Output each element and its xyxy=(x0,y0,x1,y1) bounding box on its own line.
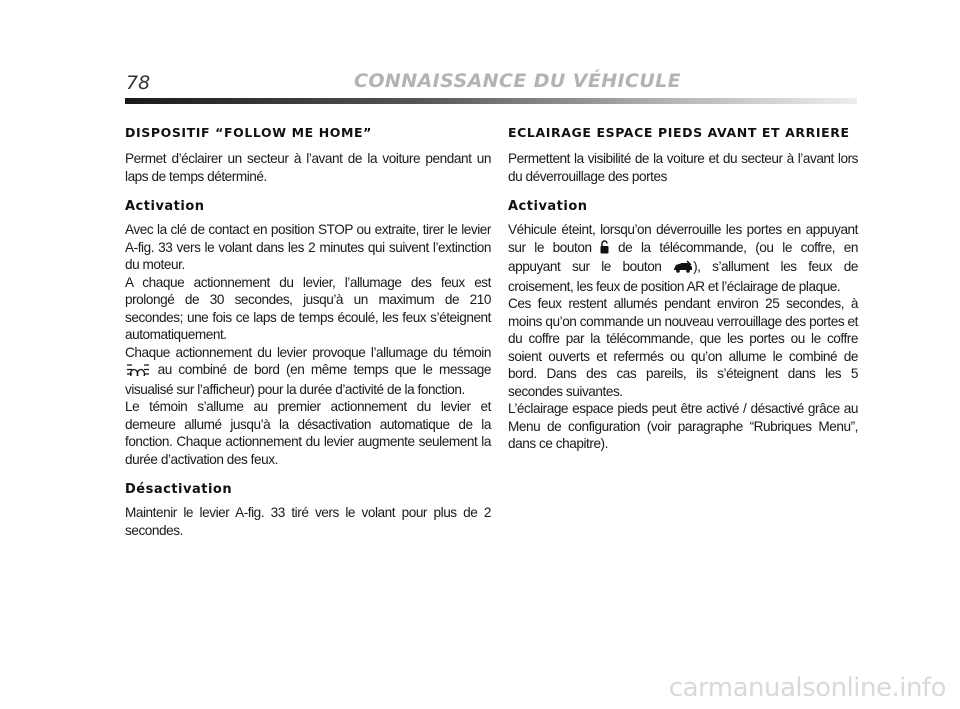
right-paragraph-1-part-b: de la télécommande, (ou le coffre, en appuyant sur le bouton xyxy=(508,239,858,274)
deactivation-paragraph: Maintenir le levier A-fig. 33 tiré vers le volant pour plus de 2 secondes. xyxy=(125,505,491,538)
follow-me-home-indicator-icon xyxy=(125,363,151,381)
activation-paragraph-3-start: Chaque actionnement du levier provoque l’allumage du témoin xyxy=(125,344,491,360)
activation-paragraph-4: Le témoin s’allume au premier actionnement du levier et demeure allumé jusqu’à la désactivation automatique de la fonction. Chaque actionnement du levier augmente seulement la durée d’activation des feux. xyxy=(125,399,491,467)
right-paragraph-1 xyxy=(508,221,858,295)
activation-heading: Activation xyxy=(125,199,205,214)
right-column xyxy=(508,122,858,453)
foot-lighting-intro: Permettent la visibilité de la voiture et du secteur à l’avant lors du déverrouillage des portes xyxy=(508,151,858,184)
page-number: 78 xyxy=(126,72,151,94)
left-column xyxy=(125,122,491,539)
right-paragraph-1-part-c: ), s’allument les feux de croisement, les feux de position AR et l’éclairage de plaque. xyxy=(508,259,858,294)
follow-me-home-title: DISPOSITIF “FOLLOW ME HOME” xyxy=(125,125,372,140)
activation-paragraph-2: A chaque actionnement du levier, l’allumage des feux est prolongé de 30 secondes, jusqu’à un maximum de 210 secondes; une fois ce laps de temps écoulé, les feux s’éteignent automatiquement. xyxy=(125,274,491,342)
follow-me-home-intro: Permet d’éclairer un secteur à l’avant de la voiture pendant un laps de temps déterminé. xyxy=(125,151,491,184)
right-paragraph-3: L’éclairage espace pieds peut être activé / désactivé grâce au Menu de configuration (voir paragraphe “Rubriques Menu”, dans ce chapitre). xyxy=(508,401,858,451)
section-title: CONNAISSANCE DU VÉHICULE xyxy=(354,70,682,92)
right-paragraph-2: Ces feux restent allumés pendant environ 25 secondes, à moins qu’on commande un nouveau verrouillage des portes et du coffre par la télécommande, que les portes ou le coffre soient ouverts et refermés ou qu’on allume le combiné de bord. Dans des cas pareils, ils s’éteignent dans les 5 secondes suivantes. xyxy=(508,296,858,399)
deactivation-heading: Désactivation xyxy=(125,482,233,497)
activation-paragraph-3 xyxy=(125,344,491,399)
right-paragraph-1-part-a: Véhicule éteint, lorsqu’on déverrouille les portes en appuyant sur le bouton xyxy=(508,222,858,255)
foot-lighting-title: ECLAIRAGE ESPACE PIEDS AVANT ET ARRIERE xyxy=(508,125,850,140)
unlock-padlock-icon xyxy=(600,240,609,259)
right-activation-heading: Activation xyxy=(508,199,588,214)
header-rule xyxy=(125,98,857,104)
activation-paragraph-3-end: au combiné de bord (en même temps que le message visualisé sur l’afficheur) pour la durée d’activité de la fonction. xyxy=(125,362,492,397)
trunk-car-icon xyxy=(673,260,693,278)
watermark: carmanualsonline.info xyxy=(668,673,946,703)
activation-paragraph-1: Avec la clé de contact en position STOP ou extraite, tirer le levier A-fig. 33 vers le volant dans les 2 minutes qui suivent l’extinction du moteur. xyxy=(125,222,491,272)
